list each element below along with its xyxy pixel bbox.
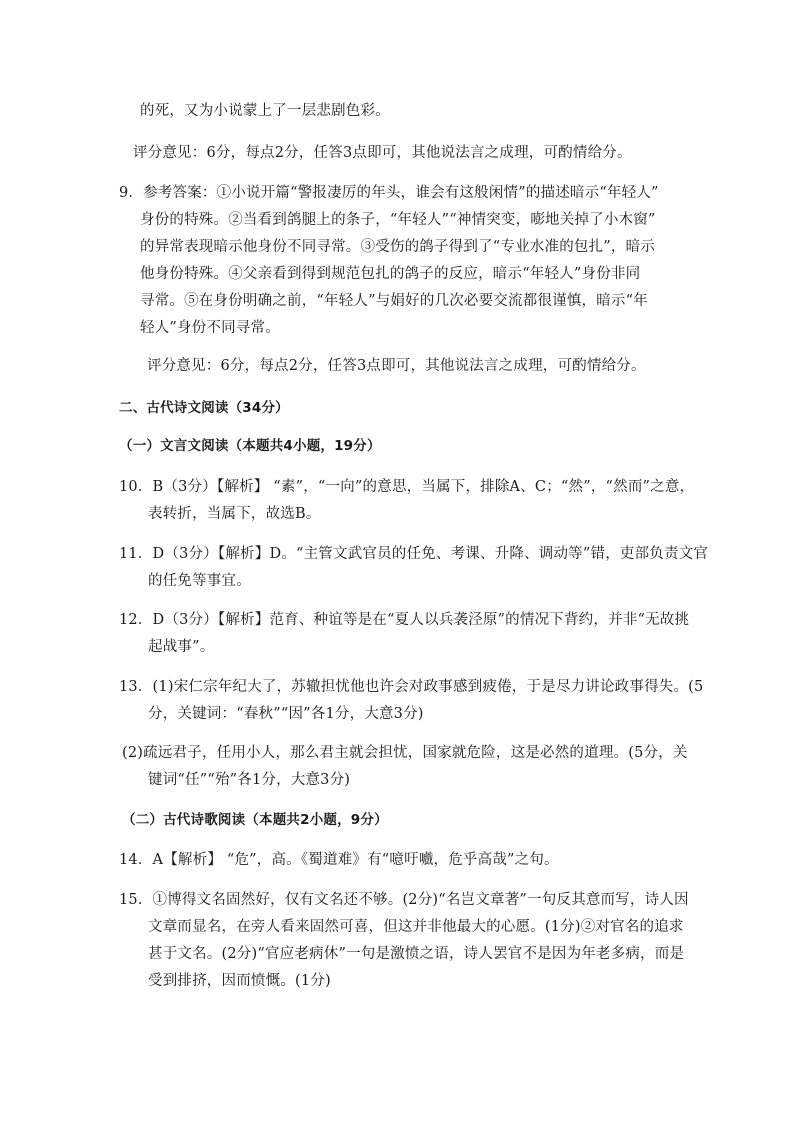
answer-10-line-2: 表转折，当属下，故选B。 [148,506,321,522]
answer-15-line-1: 15．①博得文名固然好，仅有文名还不够。(2分)“名岂文章著”一句反其意而写，诗人因 [119,892,689,908]
answer-11-line-1: 11．D（3分）【解析】D。“主管文武官员的任免、考课、升降、调动等”错，吏部负责文官 [119,546,709,562]
subsection-heading-classical-prose: （一）文言文阅读（本题共4小题，19分） [119,438,381,454]
answer-13-2-line-2: 键词“任”“殆”各1分，大意3分) [148,772,351,788]
answer-11-line-2: 的任免等事宜。 [148,573,251,589]
answer-13-1-line-1: 13．(1)宋仁宗年纪大了，苏辙担忧他也许会对政事感到疲倦，于是尽力讲论政事得失。(5 [119,679,704,695]
scoring-note-9: 评分意见：6分，每点2分，任答3点即可，其他说法言之成理，可酌情给分。 [147,358,646,374]
section-heading-ancient: 二、古代诗文阅读（34分） [119,400,289,416]
answer-8-tail: 的死，又为小说蒙上了一层悲剧色彩。 [140,103,390,119]
answer-9-line-2: 身份的特殊。②当看到鸽腿上的条子，“年轻人”“神情突变，嘭地关掉了小木窗” [140,212,656,228]
answer-14: 14．A【解析】 “危”，高。《蜀道难》有“噫吁嚱，危乎高哉”之句。 [119,852,559,868]
answer-12-line-2: 起战事”。 [148,639,215,655]
answer-12-line-1: 12．D（3分）【解析】范育、种谊等是在“夏人以兵袭泾原”的情况下背约，并非“无故挑 [119,612,690,628]
answer-9-line-6: 轻人”身份不同寻常。 [140,320,280,336]
answer-13-1-line-2: 分，关键词：“春秋”“因”各1分，大意3分) [148,706,424,722]
subsection-heading-poetry: （二）古代诗歌阅读（本题共2小题，9分） [122,812,388,828]
answer-15-line-3: 甚于文名。(2分)“官应老病休”一句是激愤之语，诗人罢官不是因为年老多病，而是 [148,946,685,962]
scoring-note-8: 评分意见：6分，每点2分，任答3点即可，其他说法言之成理，可酌情给分。 [133,145,632,161]
answer-9-line-1: 9．参考答案：①小说开篇“警报凄厉的年头，谁会有这般闲情”的描述暗示“年轻人” [119,185,659,201]
answer-13-2-line-1: (2)疏远君子，任用小人，那么君主就会担忧，国家就危险，这是必然的道理。(5分，关 [122,745,688,761]
answer-9-line-3: 的异常表现暗示他身份不同寻常。③受伤的鸽子得到了“专业水准的包扎”，暗示 [140,239,656,255]
answer-15-line-2: 文章而显名，在旁人看来固然可喜，但这并非他最大的心愿。(1分)②对官名的追求 [148,919,684,935]
answer-10-line-1: 10．B（3分）【解析】 “素”，“一向”的意思，当属下，排除A、C；“然”，“然而”之意， [119,479,695,495]
answer-9-line-4: 他身份特殊。④父亲看到得到规范包扎的鸽子的反应，暗示“年轻人”身份非同 [140,266,641,282]
answer-9-line-5: 寻常。⑤在身份明确之前，“年轻人”与娟好的几次必要交流都很谨慎，暗示“年 [140,293,648,309]
answer-15-line-4: 受到排挤，因而愤慨。(1分) [148,973,331,989]
